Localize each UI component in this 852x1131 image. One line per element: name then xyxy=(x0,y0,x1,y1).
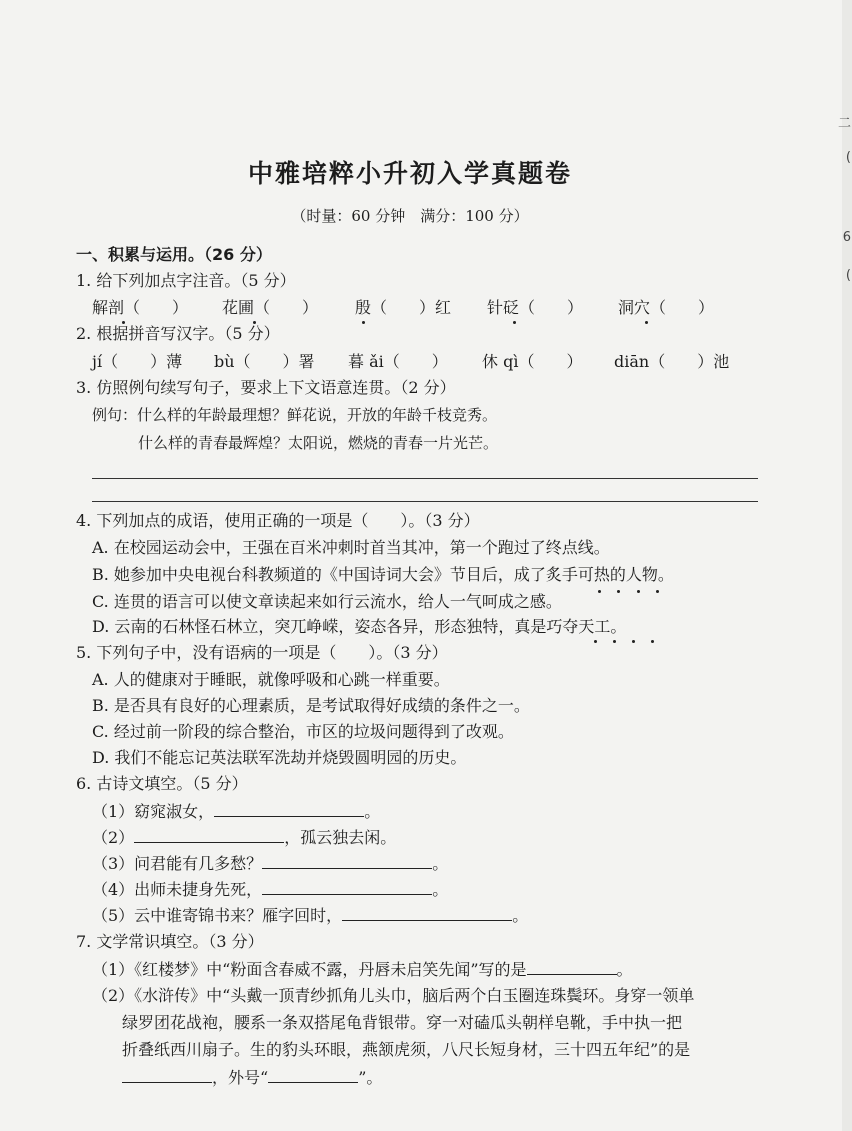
q7-item-2-line: 折叠纸西川扇子。生的豹头环眼，燕颔虎须，八尺长短身材，三十四五年纪”的是 xyxy=(122,1040,691,1059)
emphasis-dot xyxy=(594,640,597,643)
fill-blank[interactable] xyxy=(134,826,284,843)
q6-item-text: 。 xyxy=(512,906,529,925)
question-6-stem: 6. 古诗文填空。（5 分） xyxy=(76,774,248,793)
emphasis-dot xyxy=(645,321,648,324)
adjacent-page-edge xyxy=(837,0,852,1131)
emphasis-dot xyxy=(651,640,654,643)
q6-item-text: （5）云中谁寄锦书来？雁字回时， xyxy=(92,906,343,925)
q7-item-1 xyxy=(92,958,633,981)
example-sentence: 什么样的青春最辉煌？太阳说，燃烧的青春一片光芒。 xyxy=(138,434,499,452)
exam-info: （时量：60 分钟 满分：100 分） xyxy=(291,207,529,225)
question-3-stem: 3. 仿照例句续写句子，要求上下文语意连贯。（2 分） xyxy=(76,378,456,397)
question-5-stem: 5. 下列句子中，没有语病的一项是（ ）。（3 分） xyxy=(76,643,448,662)
question-2-stem: 2. 根据拼音写汉字。（5 分） xyxy=(76,324,280,343)
q7-item-2-line: （2）《水浒传》中“头戴一顶青纱抓角儿头巾，脑后两个白玉圈连珠鬓环。身穿一领单 xyxy=(92,986,695,1005)
q2-item: bù（ ）署 xyxy=(214,352,315,371)
q7-item-text: 。 xyxy=(616,960,633,979)
emphasis-dot xyxy=(598,590,601,593)
q5-option-d: D. 我们不能忘记英法联军洗劫并烧毁圆明园的历史。 xyxy=(92,748,467,767)
edge-mark: 二 xyxy=(837,116,851,131)
q6-item-text: 。 xyxy=(364,802,381,821)
q7-item-2-line: 绿罗团花战袍，腰系一条双搭尾龟背银带。穿一对磕瓜头朝样皂靴，手中执一把 xyxy=(122,1013,683,1032)
q7-item-text: （1）《红楼梦》中“粉面含春威不露，丹唇未启笑先闻”写的是 xyxy=(92,960,527,979)
fill-blank[interactable] xyxy=(527,958,617,975)
question-4-stem: 4. 下列加点的成语，使用正确的一项是（ ）。（3 分） xyxy=(76,511,480,530)
q4-option-c: C. 连贯的语言可以使文章读起来如行云流水，给人一气呵成之感。 xyxy=(92,592,562,611)
q6-item xyxy=(92,800,380,823)
answer-line[interactable] xyxy=(92,478,758,479)
q7-item-text: ”。 xyxy=(358,1068,383,1087)
q1-item: 针砭（ ） xyxy=(487,298,584,317)
q4-option-a: A. 在校园运动会中，王强在百米冲刺时首当其冲，第一个跑过了终点线。 xyxy=(92,538,610,557)
q4-option-b: B. 她参加中央电视台科教频道的《中国诗词大会》节目后，成了炙手可热的人物。 xyxy=(92,565,674,584)
q6-item-text: （3）问君能有几多愁？ xyxy=(92,854,263,873)
q5-option-b: B. 是否具有良好的心理素质，是考试取得好成绩的条件之一。 xyxy=(92,696,530,715)
fill-blank[interactable] xyxy=(262,878,432,895)
q6-item xyxy=(92,852,448,875)
q7-item-2-answer xyxy=(122,1066,382,1089)
fill-blank[interactable] xyxy=(262,852,432,869)
q5-option-c: C. 经过前一阶段的综合整治，市区的垃圾问题得到了改观。 xyxy=(92,722,514,741)
emphasis-dot xyxy=(617,590,620,593)
q6-item xyxy=(92,878,448,901)
emphasis-dot xyxy=(362,321,365,324)
answer-line[interactable] xyxy=(92,501,758,502)
q1-item: 解剖（ ） xyxy=(92,298,189,317)
q2-item: diān（ ）池 xyxy=(614,352,730,371)
edge-mark: ( xyxy=(845,268,851,283)
emphasis-dot xyxy=(632,640,635,643)
q6-item-text: 。 xyxy=(432,880,449,899)
q6-item-text: 。 xyxy=(432,854,449,873)
section-heading: 一、积累与运用。（26 分） xyxy=(76,245,272,264)
example-sentence: 例句：什么样的年龄最理想？鲜花说，开放的年龄千枝竞秀。 xyxy=(92,406,498,424)
q6-item xyxy=(92,904,528,927)
fill-blank[interactable] xyxy=(342,904,512,921)
q2-item: 休 qì（ ） xyxy=(482,352,583,371)
q4-option-d: D. 云南的石林怪石林立，突兀峥嵘，姿态各异，形态独特，真是巧夺天工。 xyxy=(92,617,627,636)
fill-blank[interactable] xyxy=(122,1066,212,1083)
q2-item: jí（ ）薄 xyxy=(92,352,183,371)
q5-option-a: A. 人的健康对于睡眠，就像呼吸和心跳一样重要。 xyxy=(92,670,450,689)
emphasis-dot xyxy=(656,590,659,593)
q6-item-text: （1）窈窕淑女， xyxy=(92,802,215,821)
q1-item: 殷（ ）红 xyxy=(355,298,452,317)
q6-item-text: （4）出师未捷身先死， xyxy=(92,880,263,899)
fill-blank[interactable] xyxy=(268,1066,358,1083)
q6-item-text: （2） xyxy=(92,828,135,847)
q6-item xyxy=(92,826,396,849)
q2-item: 暮 ǎi（ ） xyxy=(348,352,448,371)
edge-mark: ( xyxy=(845,150,851,165)
question-1-stem: 1. 给下列加点字注音。（5 分） xyxy=(76,271,296,290)
edge-mark: 6 xyxy=(842,230,851,245)
fill-blank[interactable] xyxy=(214,800,364,817)
emphasis-dot xyxy=(613,640,616,643)
page-title: 中雅培粹小升初入学真题卷 xyxy=(247,159,572,188)
q7-item-text: ，外号“ xyxy=(212,1068,269,1087)
q6-item-text: ，孤云独去闲。 xyxy=(284,828,397,847)
q1-item: 花圃（ ） xyxy=(222,298,319,317)
q1-item: 洞穴（ ） xyxy=(618,298,715,317)
question-7-stem: 7. 文学常识填空。（3 分） xyxy=(76,932,264,951)
emphasis-dot xyxy=(637,590,640,593)
emphasis-dot xyxy=(513,321,516,324)
